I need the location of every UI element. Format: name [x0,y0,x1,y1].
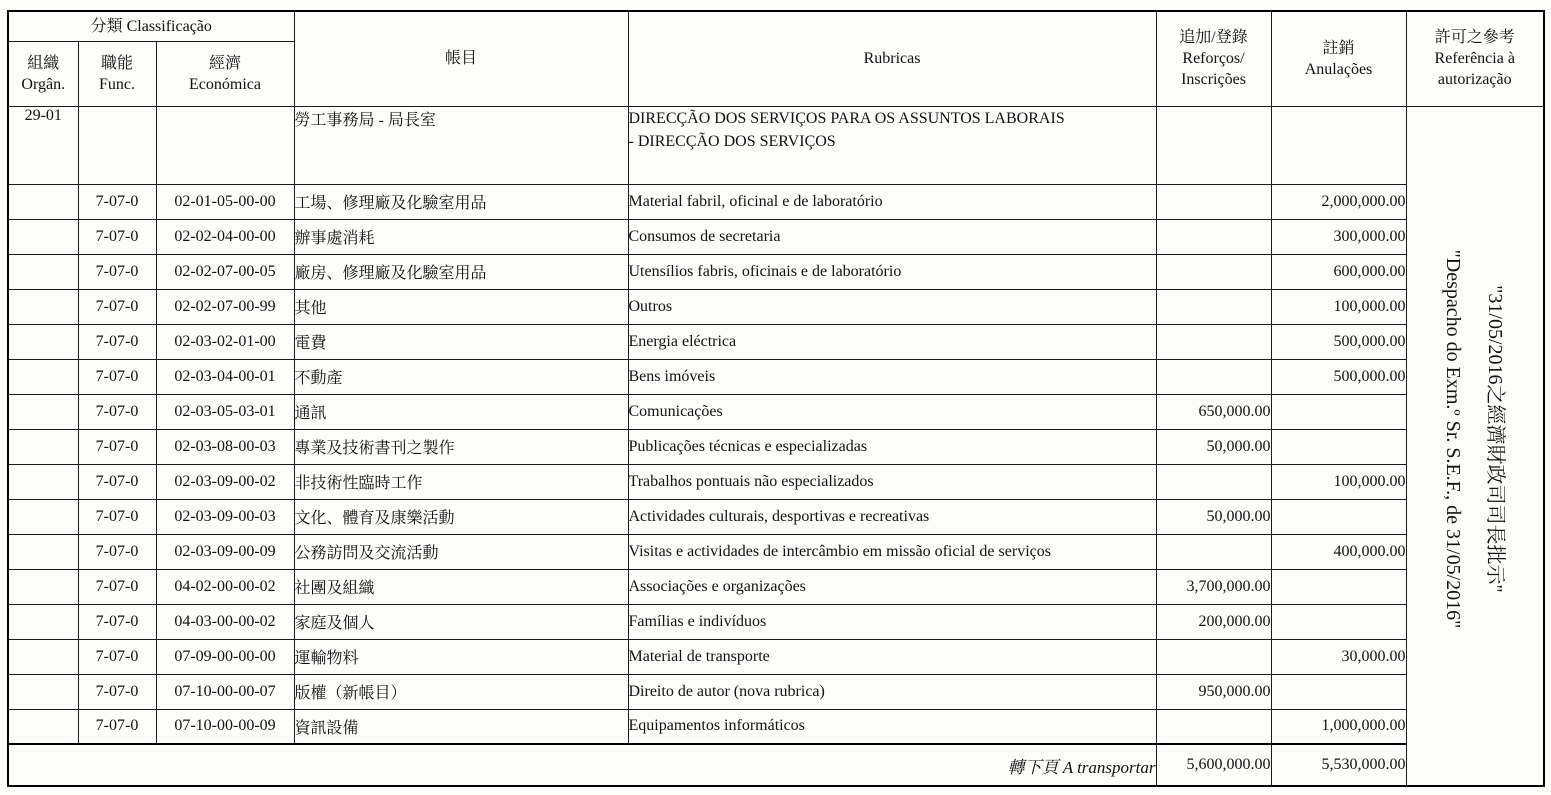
header-anulacoes-pt: Anulações [1304,60,1373,78]
cell-anulacoes-amount: 500,000.00 [1271,359,1406,394]
cell-account-zh: 版權（新帳目） [294,674,628,709]
table-row [8,569,1544,604]
cell-func-code: 7-07-0 [78,534,156,569]
cell-reforcos-amount [1156,359,1271,394]
cell-func-code: 7-07-0 [78,184,156,219]
cell-reforcos-amount: 650,000.00 [1156,394,1271,429]
cell-reforcos-amount [1156,639,1271,674]
table-row [8,674,1544,709]
cell-account-zh: 家庭及個人 [294,604,628,639]
table-row [8,499,1544,534]
header-econ [156,41,294,106]
cell-econ-code: 02-03-08-00-03 [156,429,294,464]
header-anulacoes [1271,11,1406,106]
cell-anulacoes-amount [1271,394,1406,429]
cell-account-zh: 運輸物料 [294,639,628,674]
cell-func-code: 7-07-0 [78,604,156,639]
cell-reforcos-amount: 950,000.00 [1156,674,1271,709]
cell-org-code: 29-01 [8,106,78,184]
cell-org [8,359,78,394]
table-row [8,324,1544,359]
cell-econ-code: 04-02-00-00-02 [156,569,294,604]
header-referencia-pt1: Referência à [1434,50,1515,68]
cell-anulacoes-amount: 400,000.00 [1271,534,1406,569]
cell-rubrica-pt: Famílias e indivíduos [628,604,1156,639]
cell-org [8,324,78,359]
cell-econ-code: 02-03-02-01-00 [156,324,294,359]
cell-account-zh: 文化、體育及康樂活動 [294,499,628,534]
cell-anulacoes-amount: 300,000.00 [1271,219,1406,254]
cell-reforcos-amount: 50,000.00 [1156,499,1271,534]
cell-rubrica-pt: Comunicações [628,394,1156,429]
cell-account-zh: 資訊設備 [294,709,628,744]
cell-org [8,534,78,569]
cell-func-code: 7-07-0 [78,254,156,289]
cell-econ-code: 02-03-09-00-02 [156,464,294,499]
header-reforcos-pt1: Reforços/ [1182,50,1245,68]
cell-econ-code: 04-03-00-00-02 [156,604,294,639]
header-organ-zh: 組織 [27,54,60,72]
cell-account-zh: 廠房、修理廠及化驗室用品 [294,254,628,289]
header-rubricas: Rubricas [628,11,1156,106]
cell-func-code: 7-07-0 [78,394,156,429]
cell-rubrica-pt: Energia eléctrica [628,324,1156,359]
header-referencia-pt2: autorização [1437,71,1512,89]
cell-anulacoes-amount [1271,499,1406,534]
cell-func-code: 7-07-0 [78,359,156,394]
table-row [8,359,1544,394]
cell-reforcos-amount: 50,000.00 [1156,429,1271,464]
cell-account-zh: 社團及組織 [294,569,628,604]
section-title-pt [628,106,1156,184]
cell-account-zh: 工場、修理廠及化驗室用品 [294,184,628,219]
cell-account-zh: 公務訪問及交流活動 [294,534,628,569]
table-row [8,604,1544,639]
header-referencia-zh: 許可之參考 [1434,29,1515,47]
section-title-pt-line2: - DIRECÇÃO DOS SERVIÇOS [628,132,836,150]
cell-empty [78,106,156,184]
cell-econ-code: 02-03-09-00-03 [156,499,294,534]
cell-anulacoes-amount [1271,569,1406,604]
header-econ-pt: Económica [189,75,261,93]
authorization-line-pt: "Despacho do Exm.º Sr. S.E.F., de 31/05/2016" [1441,249,1464,629]
header-reforcos-pt2: Inscrições [1181,71,1246,89]
cell-account-zh: 電費 [294,324,628,359]
table-row [8,289,1544,324]
header-econ-zh: 經濟 [208,54,241,72]
header-reforcos-zh: 追加/登錄 [1179,29,1248,47]
cell-reforcos-amount [1156,324,1271,359]
cell-rubrica-pt: Direito de autor (nova rubrica) [628,674,1156,709]
table-row [8,184,1544,219]
header-referencia [1406,11,1544,106]
header-reforcos [1156,11,1271,106]
cell-func-code: 7-07-0 [78,639,156,674]
cell-econ-code: 02-03-05-03-01 [156,394,294,429]
cell-reforcos-amount [1156,219,1271,254]
cell-account-zh: 其他 [294,289,628,324]
cell-org [8,219,78,254]
cell-reforcos-amount: 200,000.00 [1156,604,1271,639]
cell-org [8,639,78,674]
cell-org [8,569,78,604]
header-func [78,41,156,106]
table-row [8,709,1544,744]
header-func-pt: Func. [99,75,135,93]
carry-over-label: 轉下頁 A transportar [8,744,1156,786]
cell-anulacoes-amount [1271,604,1406,639]
table-row [8,464,1544,499]
cell-reforcos-amount: 3,700,000.00 [1156,569,1271,604]
cell-econ-code: 02-02-07-00-99 [156,289,294,324]
cell-empty [1271,106,1406,184]
table-row [8,394,1544,429]
cell-econ-code: 02-02-07-00-05 [156,254,294,289]
cell-rubrica-pt: Associações e organizações [628,569,1156,604]
cell-econ-code: 02-01-05-00-00 [156,184,294,219]
header-classification: 分類 Classificação [8,11,294,41]
cell-org [8,464,78,499]
cell-org [8,254,78,289]
authorization-rotated-text [1433,129,1517,749]
cell-reforcos-amount [1156,184,1271,219]
table-row [8,639,1544,674]
table-row [8,429,1544,464]
cell-rubrica-pt: Outros [628,289,1156,324]
cell-func-code: 7-07-0 [78,429,156,464]
cell-func-code: 7-07-0 [78,324,156,359]
cell-anulacoes-amount: 30,000.00 [1271,639,1406,674]
cell-rubrica-pt: Visitas e actividades de intercâmbio em missão oficial de serviços [628,534,1156,569]
carry-over-row [8,744,1544,786]
cell-anulacoes-amount: 500,000.00 [1271,324,1406,359]
cell-anulacoes-amount [1271,674,1406,709]
cell-rubrica-pt: Trabalhos pontuais não especializados [628,464,1156,499]
header-account: 帳目 [294,11,628,106]
cell-econ-code: 07-09-00-00-00 [156,639,294,674]
cell-rubrica-pt: Consumos de secretaria [628,219,1156,254]
cell-rubrica-pt: Equipamentos informáticos [628,709,1156,744]
header-organ-pt: Orgân. [21,75,66,93]
cell-rubrica-pt: Publicações técnicas e especializadas [628,429,1156,464]
cell-func-code: 7-07-0 [78,464,156,499]
section-row [8,106,1544,184]
cell-anulacoes-amount: 100,000.00 [1271,289,1406,324]
total-reforcos: 5,600,000.00 [1156,744,1271,786]
cell-rubrica-pt: Utensílios fabris, oficinais e de laboratório [628,254,1156,289]
cell-rubrica-pt: Bens imóveis [628,359,1156,394]
budget-table [7,10,1545,787]
cell-reforcos-amount [1156,709,1271,744]
cell-econ-code: 02-03-04-00-01 [156,359,294,394]
cell-reforcos-amount [1156,289,1271,324]
cell-func-code: 7-07-0 [78,569,156,604]
cell-econ-code: 07-10-00-00-09 [156,709,294,744]
cell-func-code: 7-07-0 [78,219,156,254]
cell-org [8,289,78,324]
cell-empty [1156,106,1271,184]
cell-org [8,604,78,639]
cell-rubrica-pt: Material de transporte [628,639,1156,674]
authorization-line-zh: "31/05/2016之經濟財政司司長批示" [1483,285,1506,593]
cell-org [8,674,78,709]
cell-org [8,394,78,429]
cell-func-code: 7-07-0 [78,499,156,534]
cell-func-code: 7-07-0 [78,674,156,709]
cell-anulacoes-amount: 2,000,000.00 [1271,184,1406,219]
cell-anulacoes-amount: 100,000.00 [1271,464,1406,499]
cell-account-zh: 不動產 [294,359,628,394]
header-anulacoes-zh: 註銷 [1322,39,1355,57]
cell-anulacoes-amount: 600,000.00 [1271,254,1406,289]
cell-func-code: 7-07-0 [78,289,156,324]
cell-org [8,709,78,744]
header-func-zh: 職能 [100,54,133,72]
cell-empty [156,106,294,184]
cell-reforcos-amount [1156,254,1271,289]
section-title-pt-line1: DIRECÇÃO DOS SERVIÇOS PARA OS ASSUNTOS LABORAIS [628,109,1065,127]
cell-org [8,499,78,534]
cell-anulacoes-amount [1271,429,1406,464]
table-row [8,534,1544,569]
cell-account-zh: 辦事處消耗 [294,219,628,254]
table-row [8,219,1544,254]
total-anulacoes: 5,530,000.00 [1271,744,1406,786]
cell-rubrica-pt: Material fabril, oficinal e de laboratório [628,184,1156,219]
cell-reforcos-amount [1156,534,1271,569]
cell-econ-code: 02-02-04-00-00 [156,219,294,254]
cell-econ-code: 07-10-00-00-07 [156,674,294,709]
cell-func-code: 7-07-0 [78,709,156,744]
header-organ [8,41,78,106]
cell-anulacoes-amount: 1,000,000.00 [1271,709,1406,744]
table-row [8,254,1544,289]
cell-account-zh: 專業及技術書刊之製作 [294,429,628,464]
cell-rubrica-pt: Actividades culturais, desportivas e recreativas [628,499,1156,534]
cell-reforcos-amount [1156,464,1271,499]
authorization-cell [1406,106,1544,786]
cell-econ-code: 02-03-09-00-09 [156,534,294,569]
section-title-zh: 勞工事務局 - 局長室 [294,106,628,184]
cell-org [8,184,78,219]
cell-account-zh: 非技術性臨時工作 [294,464,628,499]
cell-account-zh: 通訊 [294,394,628,429]
cell-org [8,429,78,464]
